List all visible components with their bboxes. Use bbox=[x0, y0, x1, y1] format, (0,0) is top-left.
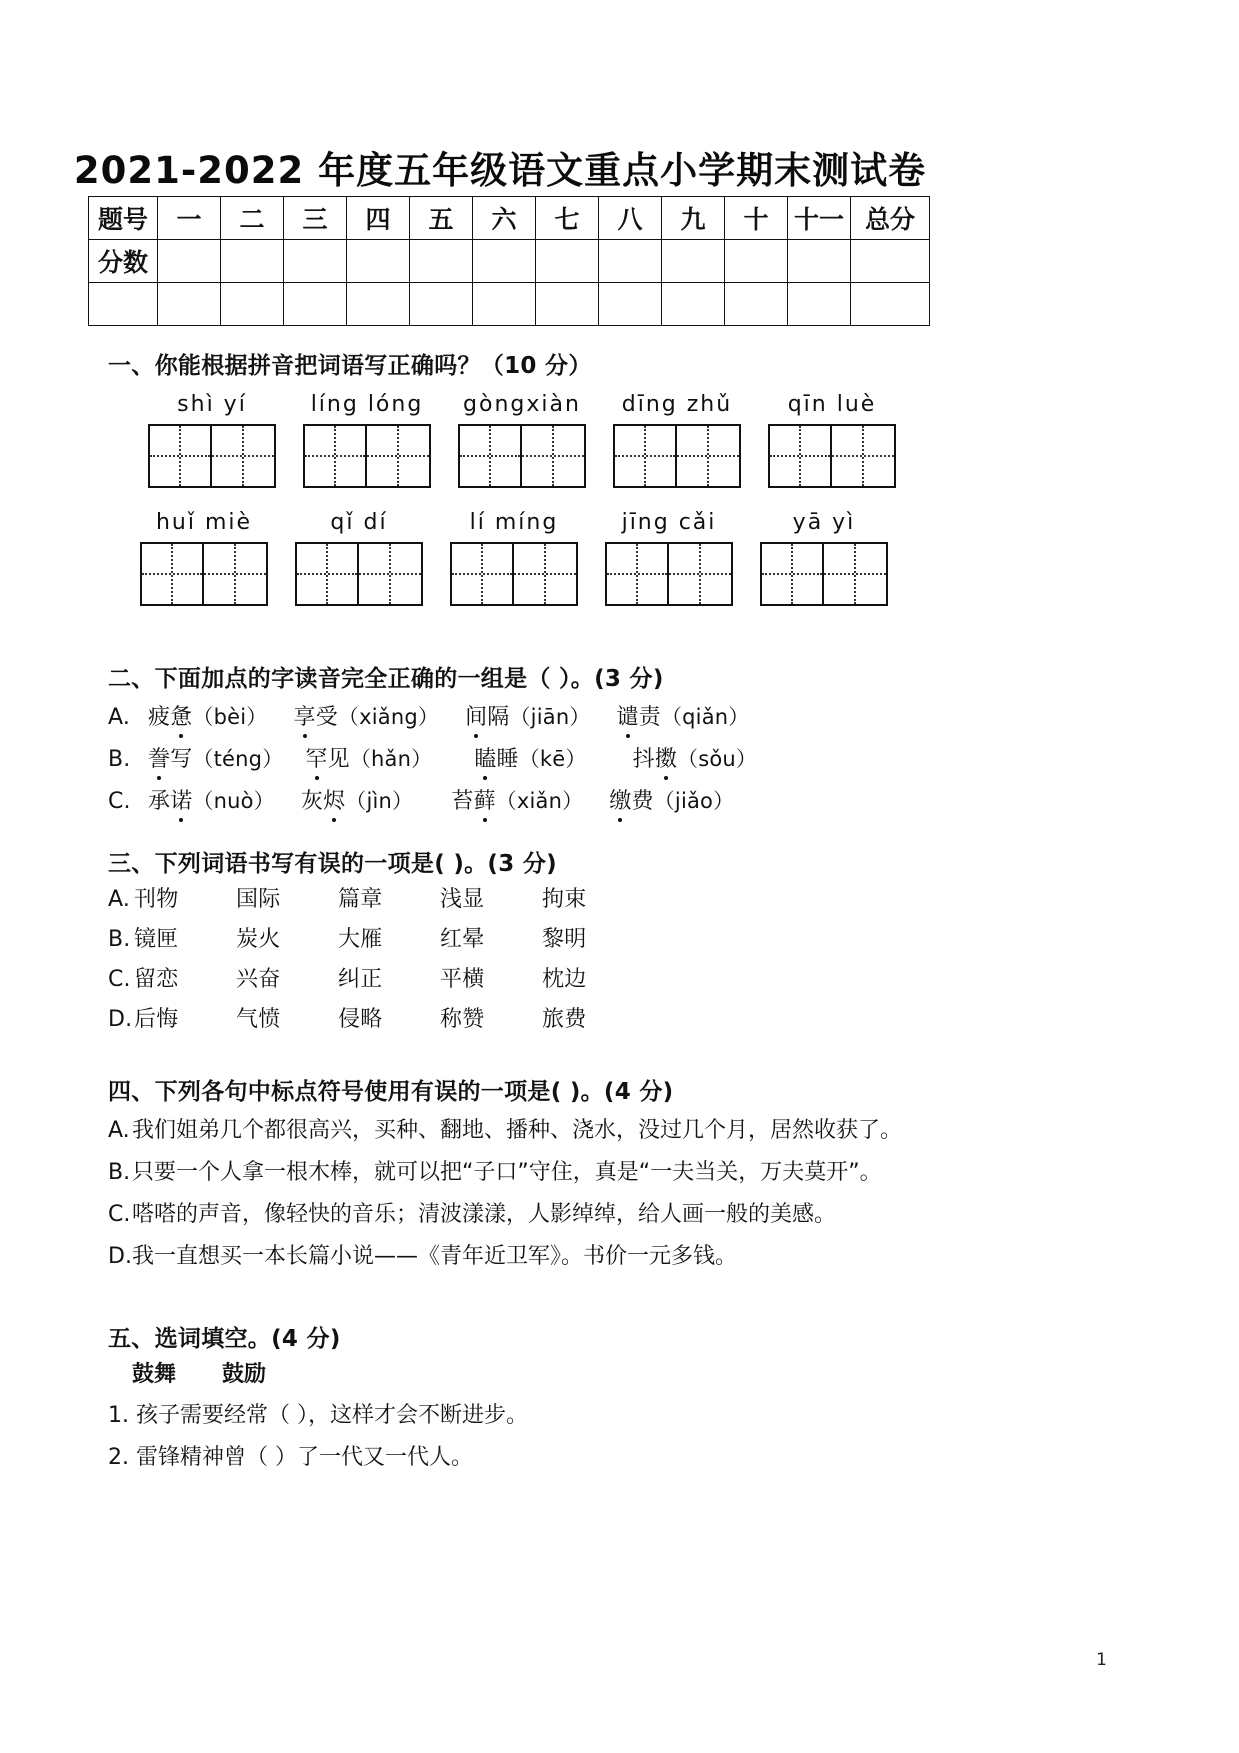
pinyin-row-1 bbox=[148, 392, 896, 488]
dotted-word: 瞌睡 bbox=[474, 742, 518, 773]
tianzi-grid[interactable] bbox=[605, 542, 733, 606]
option-pinyin: （jiān） bbox=[509, 705, 591, 729]
score-cell[interactable] bbox=[347, 240, 410, 283]
pinyin-label: dīng zhǔ bbox=[621, 392, 733, 417]
option-pinyin: （xiǎng） bbox=[337, 705, 440, 729]
blank-cell[interactable] bbox=[536, 283, 599, 326]
option-letter: B. bbox=[108, 1160, 131, 1185]
section-3-heading: 三、下列词语书写有误的一项是( )。(3 分) bbox=[108, 851, 557, 877]
tianzi-cell[interactable] bbox=[613, 424, 677, 488]
blank-cell[interactable] bbox=[662, 283, 725, 326]
page-number: 1 bbox=[1096, 1650, 1107, 1670]
section-4-heading: 四、下列各句中标点符号使用有误的一项是( )。(4 分) bbox=[108, 1079, 674, 1105]
section-1-heading: 一、你能根据拼音把词语写正确吗？（10 分） bbox=[108, 353, 592, 379]
tianzi-cell[interactable] bbox=[760, 542, 824, 606]
dotted-word: 承诺 bbox=[148, 784, 192, 815]
blank-cell[interactable] bbox=[89, 283, 158, 326]
word: 留恋 bbox=[134, 967, 179, 992]
word: 刊物 bbox=[134, 887, 179, 912]
word: 旅费 bbox=[542, 1007, 587, 1032]
option-pinyin: （jìn） bbox=[345, 789, 414, 813]
score-cell-total[interactable] bbox=[851, 240, 930, 283]
score-table-col-8: 八 bbox=[599, 197, 662, 240]
option-letter: A. bbox=[108, 1118, 130, 1143]
pinyin-label: gòngxiàn bbox=[463, 392, 581, 417]
word: 称赞 bbox=[440, 1007, 485, 1032]
pinyin-label: lí míng bbox=[469, 510, 559, 535]
pinyin-label: huǐ miè bbox=[155, 510, 253, 535]
option-pinyin: （kē） bbox=[518, 747, 587, 771]
dotted-word: 疲惫 bbox=[148, 700, 192, 731]
tianzi-cell[interactable] bbox=[148, 424, 212, 488]
score-cell[interactable] bbox=[725, 240, 788, 283]
score-table-col-4: 四 bbox=[347, 197, 410, 240]
score-cell[interactable] bbox=[410, 240, 473, 283]
tianzi-cell[interactable] bbox=[359, 542, 423, 606]
score-table bbox=[88, 196, 930, 326]
option-letter: D. bbox=[108, 1244, 132, 1269]
score-cell[interactable] bbox=[788, 240, 851, 283]
section-3-option-C[interactable] bbox=[108, 962, 644, 993]
score-table-total-label: 总分 bbox=[851, 197, 930, 240]
option-letter: C. bbox=[108, 789, 131, 814]
table-row-blank bbox=[89, 283, 930, 326]
tianzi-cell[interactable] bbox=[295, 542, 359, 606]
pinyin-label: shì yí bbox=[177, 392, 247, 417]
score-table-col-6: 六 bbox=[473, 197, 536, 240]
blank-cell[interactable] bbox=[221, 283, 284, 326]
table-row-question-numbers bbox=[89, 197, 930, 240]
score-cell[interactable] bbox=[221, 240, 284, 283]
blank-cell[interactable] bbox=[284, 283, 347, 326]
section-5-choices bbox=[132, 1357, 266, 1388]
tianzi-grid[interactable] bbox=[148, 424, 276, 488]
dotted-word: 享受 bbox=[294, 700, 338, 731]
tianzi-cell[interactable] bbox=[514, 542, 578, 606]
option-letter: B. bbox=[108, 927, 131, 952]
tianzi-grid[interactable] bbox=[140, 542, 268, 606]
pinyin-group bbox=[760, 510, 888, 606]
section-2-heading: 二、下面加点的字读音完全正确的一组是（ ）。(3 分) bbox=[108, 666, 664, 692]
tianzi-grid[interactable] bbox=[458, 424, 586, 488]
score-cell[interactable] bbox=[473, 240, 536, 283]
score-cell[interactable] bbox=[599, 240, 662, 283]
word: 后悔 bbox=[134, 1007, 179, 1032]
word: 篇章 bbox=[338, 887, 383, 912]
option-letter: B. bbox=[108, 747, 131, 772]
option-letter: C. bbox=[108, 1202, 131, 1227]
section-5-question-1[interactable] bbox=[108, 1398, 528, 1429]
blank-cell[interactable] bbox=[725, 283, 788, 326]
tianzi-grid[interactable] bbox=[768, 424, 896, 488]
word: 拘束 bbox=[542, 887, 587, 912]
option-pinyin: （xiǎn） bbox=[495, 789, 584, 813]
option-text: 我们姐弟几个都很高兴，买种、翻地、播种、浇水，没过几个月，居然收获了。 bbox=[132, 1118, 903, 1143]
option-letter: A. bbox=[108, 705, 131, 730]
pinyin-label: qǐ dí bbox=[330, 510, 388, 535]
tianzi-grid[interactable] bbox=[760, 542, 888, 606]
pinyin-group bbox=[148, 392, 276, 488]
section-5-heading: 五、选词填空。(4 分) bbox=[108, 1326, 341, 1352]
pinyin-label: jīng cǎi bbox=[621, 510, 717, 535]
word: 大雁 bbox=[338, 927, 383, 952]
blank-cell[interactable] bbox=[599, 283, 662, 326]
word: 兴奋 bbox=[236, 967, 281, 992]
tianzi-cell[interactable] bbox=[212, 424, 276, 488]
page-title: 2021-2022 年度五年级语文重点小学期末测试卷 bbox=[73, 149, 927, 192]
pinyin-row-2 bbox=[140, 510, 888, 606]
pinyin-label: qīn luè bbox=[787, 392, 877, 417]
option-letter: C. bbox=[108, 967, 131, 992]
section-5-question-2[interactable] bbox=[108, 1440, 473, 1471]
word: 纠正 bbox=[338, 967, 383, 992]
tianzi-cell[interactable] bbox=[669, 542, 733, 606]
word: 炭火 bbox=[236, 927, 281, 952]
tianzi-cell[interactable] bbox=[140, 542, 204, 606]
word: 枕边 bbox=[542, 967, 587, 992]
tianzi-cell[interactable] bbox=[605, 542, 669, 606]
tianzi-cell[interactable] bbox=[768, 424, 832, 488]
score-table-row-label-1: 题号 bbox=[89, 197, 158, 240]
dotted-word: 苔藓 bbox=[451, 784, 495, 815]
tianzi-cell[interactable] bbox=[204, 542, 268, 606]
dotted-word: 抖擞 bbox=[633, 742, 677, 773]
pinyin-group bbox=[303, 392, 431, 488]
dotted-word: 谴责 bbox=[617, 700, 661, 731]
tianzi-grid[interactable] bbox=[450, 542, 578, 606]
pinyin-group bbox=[768, 392, 896, 488]
pinyin-group bbox=[295, 510, 423, 606]
option-letter: A. bbox=[108, 887, 131, 912]
word: 国际 bbox=[236, 887, 281, 912]
pinyin-label: líng lóng bbox=[310, 392, 424, 417]
score-table-row-label-2: 分数 bbox=[89, 240, 158, 283]
option-letter: D. bbox=[108, 1007, 133, 1032]
pinyin-group bbox=[605, 510, 733, 606]
word: 红晕 bbox=[440, 927, 485, 952]
option-text: 嗒嗒的声音，像轻快的音乐；清波漾漾，人影绰绰，给人画一般的美感。 bbox=[132, 1202, 837, 1227]
option-pinyin: （qiǎn） bbox=[660, 705, 750, 729]
pinyin-group bbox=[450, 510, 578, 606]
tianzi-cell[interactable] bbox=[303, 424, 367, 488]
blank-cell[interactable] bbox=[410, 283, 473, 326]
option-text: 我一直想买一本长篇小说——《青年近卫军》。书价一元多钱。 bbox=[132, 1244, 738, 1269]
blank-cell[interactable] bbox=[851, 283, 930, 326]
section-2-option-A[interactable] bbox=[108, 700, 750, 731]
score-cell[interactable] bbox=[158, 240, 221, 283]
tianzi-grid[interactable] bbox=[303, 424, 431, 488]
tianzi-grid[interactable] bbox=[613, 424, 741, 488]
tianzi-cell[interactable] bbox=[522, 424, 586, 488]
word: 侵略 bbox=[338, 1007, 383, 1032]
word: 镜匣 bbox=[134, 927, 179, 952]
section-4-option-B[interactable] bbox=[108, 1155, 882, 1186]
section-4-option-C[interactable] bbox=[108, 1197, 836, 1228]
pinyin-label: yā yì bbox=[792, 510, 856, 535]
score-cell[interactable] bbox=[284, 240, 347, 283]
tianzi-grid[interactable] bbox=[295, 542, 423, 606]
score-table-col-5: 五 bbox=[410, 197, 473, 240]
score-table-col-9: 九 bbox=[662, 197, 725, 240]
choice-word: 鼓励 bbox=[222, 1362, 267, 1387]
score-table-col-11: 十一 bbox=[788, 197, 851, 240]
blank-cell[interactable] bbox=[473, 283, 536, 326]
score-table-col-3: 三 bbox=[284, 197, 347, 240]
tianzi-cell[interactable] bbox=[677, 424, 741, 488]
option-pinyin: （hǎn） bbox=[349, 747, 433, 771]
score-table-col-2: 二 bbox=[221, 197, 284, 240]
section-4-option-D[interactable] bbox=[108, 1239, 737, 1270]
option-pinyin: （jiǎo） bbox=[653, 789, 735, 813]
word: 平横 bbox=[440, 967, 485, 992]
option-pinyin: （nuò） bbox=[192, 789, 275, 813]
section-4-option-A[interactable] bbox=[108, 1113, 902, 1144]
section-3-option-B[interactable] bbox=[108, 922, 644, 953]
dotted-word: 誊写 bbox=[148, 742, 192, 773]
score-table-col-7: 七 bbox=[536, 197, 599, 240]
pinyin-group bbox=[140, 510, 268, 606]
word: 浅显 bbox=[440, 887, 485, 912]
option-text: 只要一个人拿一根木棒，就可以把“子口”守住，真是“一夫当关，万夫莫开”。 bbox=[132, 1160, 882, 1185]
dotted-word: 罕见 bbox=[305, 742, 349, 773]
section-2-option-B[interactable] bbox=[108, 742, 757, 773]
score-table-col-1: 一 bbox=[158, 197, 221, 240]
section-3-option-A[interactable] bbox=[108, 882, 644, 913]
tianzi-cell[interactable] bbox=[458, 424, 522, 488]
choice-word: 鼓舞 bbox=[132, 1362, 177, 1387]
score-cell[interactable] bbox=[536, 240, 599, 283]
tianzi-cell[interactable] bbox=[824, 542, 888, 606]
dotted-word: 缴费 bbox=[609, 784, 653, 815]
option-pinyin: （téng） bbox=[192, 747, 284, 771]
section-2-option-C[interactable] bbox=[108, 784, 734, 815]
tianzi-cell[interactable] bbox=[832, 424, 896, 488]
table-row-scores bbox=[89, 240, 930, 283]
blank-cell[interactable] bbox=[158, 283, 221, 326]
pinyin-group bbox=[613, 392, 741, 488]
question-text: 2. 雷锋精神曾（ ）了一代又一代人。 bbox=[108, 1445, 473, 1470]
blank-cell[interactable] bbox=[347, 283, 410, 326]
tianzi-cell[interactable] bbox=[450, 542, 514, 606]
question-text: 1. 孩子需要经常（ ），这样才会不断进步。 bbox=[108, 1403, 528, 1428]
pinyin-group bbox=[458, 392, 586, 488]
word: 黎明 bbox=[542, 927, 587, 952]
blank-cell[interactable] bbox=[788, 283, 851, 326]
dotted-word: 灰烬 bbox=[301, 784, 345, 815]
word: 气愤 bbox=[236, 1007, 281, 1032]
section-3-option-D[interactable] bbox=[108, 1002, 644, 1033]
tianzi-cell[interactable] bbox=[367, 424, 431, 488]
score-cell[interactable] bbox=[662, 240, 725, 283]
dotted-word: 间隔 bbox=[465, 700, 509, 731]
option-pinyin: （sǒu） bbox=[677, 747, 758, 771]
score-table-col-10: 十 bbox=[725, 197, 788, 240]
option-pinyin: （bèi） bbox=[192, 705, 268, 729]
